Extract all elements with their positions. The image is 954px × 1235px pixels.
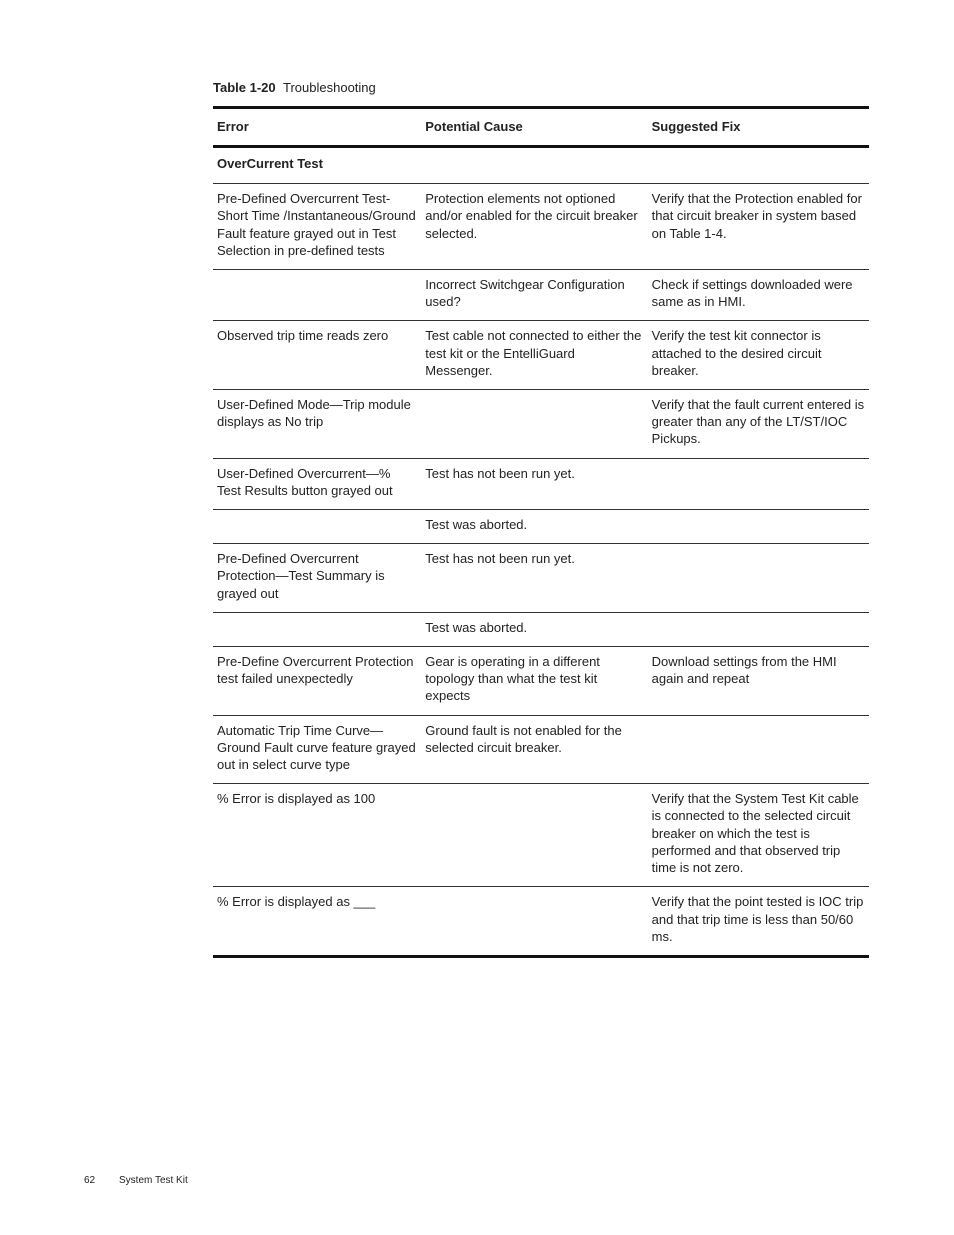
table-header-row xyxy=(213,108,869,147)
cell-suggested-fix: Verify that the fault current entered is greater than any of the LT/ST/IOC Pickups. xyxy=(648,390,869,459)
cell-potential-cause xyxy=(421,784,647,887)
cell-error: Pre-Define Overcurrent Protection test failed unexpectedly xyxy=(213,647,421,716)
cell-error: % Error is displayed as ___ xyxy=(213,887,421,957)
cell-potential-cause xyxy=(421,887,647,957)
table-row xyxy=(213,887,869,957)
table-caption-title: Troubleshooting xyxy=(283,80,376,95)
cell-potential-cause: Test cable not connected to either the test kit or the EntelliGuard Messenger. xyxy=(421,321,647,390)
cell-suggested-fix: Check if settings downloaded were same as in HMI. xyxy=(648,270,869,321)
cell-potential-cause: Incorrect Switchgear Configuration used? xyxy=(421,270,647,321)
page-number: 62 xyxy=(84,1175,96,1186)
cell-suggested-fix: Verify the test kit connector is attached to the desired circuit breaker. xyxy=(648,321,869,390)
cell-suggested-fix xyxy=(648,544,869,613)
cell-potential-cause: Test was aborted. xyxy=(421,612,647,646)
cell-error xyxy=(213,510,421,544)
cell-suggested-fix xyxy=(648,510,869,544)
cell-potential-cause xyxy=(421,390,647,459)
cell-error: User-Defined Mode—Trip module displays as No trip xyxy=(213,390,421,459)
cell-error: % Error is displayed as 100 xyxy=(213,784,421,887)
table-caption xyxy=(213,80,376,95)
header-suggested-fix: Suggested Fix xyxy=(648,108,869,147)
cell-error xyxy=(213,270,421,321)
cell-potential-cause: Ground fault is not enabled for the selected circuit breaker. xyxy=(421,715,647,784)
cell-suggested-fix xyxy=(648,458,869,509)
table-row xyxy=(213,612,869,646)
cell-suggested-fix: Download settings from the HMI again and repeat xyxy=(648,647,869,716)
cell-suggested-fix: Verify that the point tested is IOC trip and that trip time is less than 50/60 ms. xyxy=(648,887,869,957)
cell-potential-cause: Test has not been run yet. xyxy=(421,544,647,613)
cell-suggested-fix: Verify that the System Test Kit cable is connected to the selected circuit breaker on which the test is performed and that observed trip time is not zero. xyxy=(648,784,869,887)
cell-potential-cause: Test was aborted. xyxy=(421,510,647,544)
table-row xyxy=(213,544,869,613)
table-row xyxy=(213,321,869,390)
header-potential-cause: Potential Cause xyxy=(421,108,647,147)
section-title: OverCurrent Test xyxy=(213,147,869,184)
cell-error: User-Defined Overcurrent—% Test Results button grayed out xyxy=(213,458,421,509)
table-row xyxy=(213,184,869,270)
table-row xyxy=(213,270,869,321)
cell-potential-cause: Test has not been run yet. xyxy=(421,458,647,509)
cell-error: Pre-Defined Overcurrent Test- Short Time /Instantaneous/Ground Fault feature grayed out in Test Selection in pre-defined tests xyxy=(213,184,421,270)
table-row xyxy=(213,458,869,509)
troubleshooting-table xyxy=(213,106,869,958)
section-row xyxy=(213,147,869,184)
table-row xyxy=(213,647,869,716)
cell-suggested-fix xyxy=(648,612,869,646)
table-caption-label: Table 1-20 xyxy=(213,80,276,95)
header-error: Error xyxy=(213,108,421,147)
table-row xyxy=(213,715,869,784)
cell-potential-cause: Gear is operating in a different topology than what the test kit expects xyxy=(421,647,647,716)
cell-error: Observed trip time reads zero xyxy=(213,321,421,390)
table-row xyxy=(213,390,869,459)
table-row xyxy=(213,510,869,544)
cell-error xyxy=(213,612,421,646)
table-row xyxy=(213,784,869,887)
cell-suggested-fix: Verify that the Protection enabled for that circuit breaker in system based on Table 1-4. xyxy=(648,184,869,270)
cell-error: Automatic Trip Time Curve—Ground Fault curve feature grayed out in select curve type xyxy=(213,715,421,784)
footer-doc-title: System Test Kit xyxy=(119,1175,188,1186)
cell-suggested-fix xyxy=(648,715,869,784)
cell-potential-cause: Protection elements not optioned and/or enabled for the circuit breaker selected. xyxy=(421,184,647,270)
cell-error: Pre-Defined Overcurrent Protection—Test Summary is grayed out xyxy=(213,544,421,613)
